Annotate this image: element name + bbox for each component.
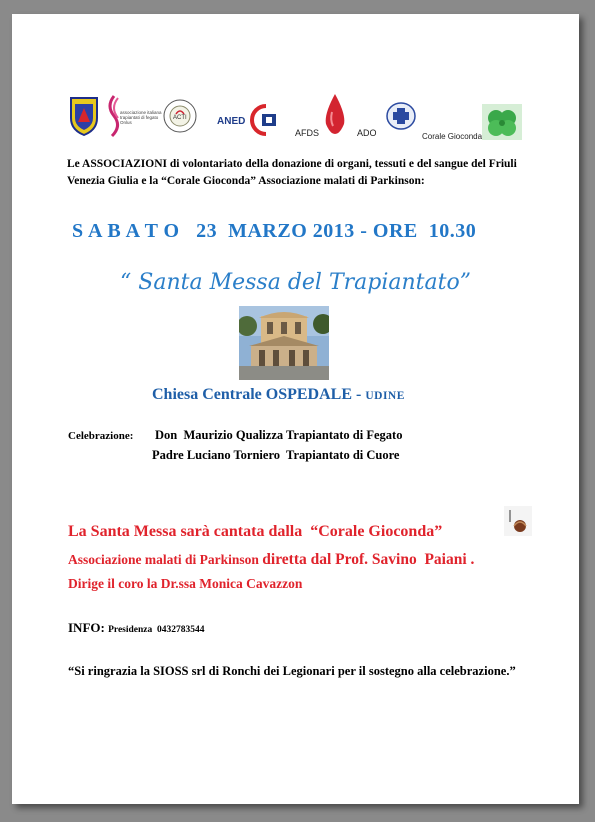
clover-logo-icon bbox=[482, 104, 522, 145]
church-city: UDINE bbox=[365, 390, 405, 402]
choir-line-2a: Associazione malati di Parkinson bbox=[68, 552, 263, 567]
acti-logo-label: ACTI bbox=[173, 115, 187, 121]
celebrant-line-2: Padre Luciano Torniero Trapiantato di Cuore bbox=[152, 448, 400, 462]
intro-paragraph bbox=[67, 156, 533, 190]
church-photo bbox=[239, 306, 329, 380]
flyer-page bbox=[12, 14, 579, 804]
aned-logo-icon bbox=[248, 104, 282, 141]
info-label: INFO: bbox=[68, 620, 109, 635]
corale-gioconda-logo-label: Corale Gioconda bbox=[422, 132, 483, 141]
ado-logo-label: ADO bbox=[357, 128, 377, 138]
event-date-line: S A B A T O 23 MARZO 2013 - ORE 10.30 bbox=[72, 220, 477, 242]
liver-association-caption: associazione italiana trapiantati di fegato Onlus bbox=[120, 110, 162, 125]
thanks-paragraph: “Si ringrazia la SIOSS srl di Ronchi dei Legionari per il sostegno alla celebrazione.” bbox=[68, 664, 516, 678]
blood-drop-logo-icon bbox=[322, 92, 348, 141]
celebrant-line-1: Don Maurizio Qualizza Trapiantato di Fegato bbox=[155, 428, 403, 442]
church-location bbox=[152, 386, 405, 404]
choir-line-2 bbox=[68, 551, 474, 569]
choir-line-1: La Santa Messa sarà cantata dalla “Corale Gioconda” bbox=[68, 523, 443, 540]
info-detail: Presidenza 0432783544 bbox=[108, 625, 205, 635]
ado-logo-icon bbox=[386, 102, 416, 135]
choir-line-2b: diretta dal Prof. Savino Paiani . bbox=[262, 551, 475, 568]
event-title: “ Santa Messa del Trapiantato” bbox=[120, 270, 471, 295]
afds-logo-label: AFDS bbox=[295, 128, 320, 138]
intro-text: Le ASSOCIAZIONI di volontariato della donazione di organi, tessuti e del sangue del Friuli Venezia Giulia e la “Corale Gioconda” Associazione malati di Parkinson: bbox=[67, 158, 517, 187]
choir-note-icon bbox=[504, 506, 532, 541]
church-name: Chiesa Centrale OSPEDALE - bbox=[152, 386, 366, 403]
aned-logo-label: ANED bbox=[217, 116, 246, 127]
celebration-label: Celebrazione: bbox=[68, 430, 134, 442]
info-line bbox=[68, 620, 205, 636]
shield-logo-icon bbox=[69, 96, 99, 141]
choir-line-3: Dirige il coro la Dr.ssa Monica Cavazzon bbox=[68, 576, 303, 591]
